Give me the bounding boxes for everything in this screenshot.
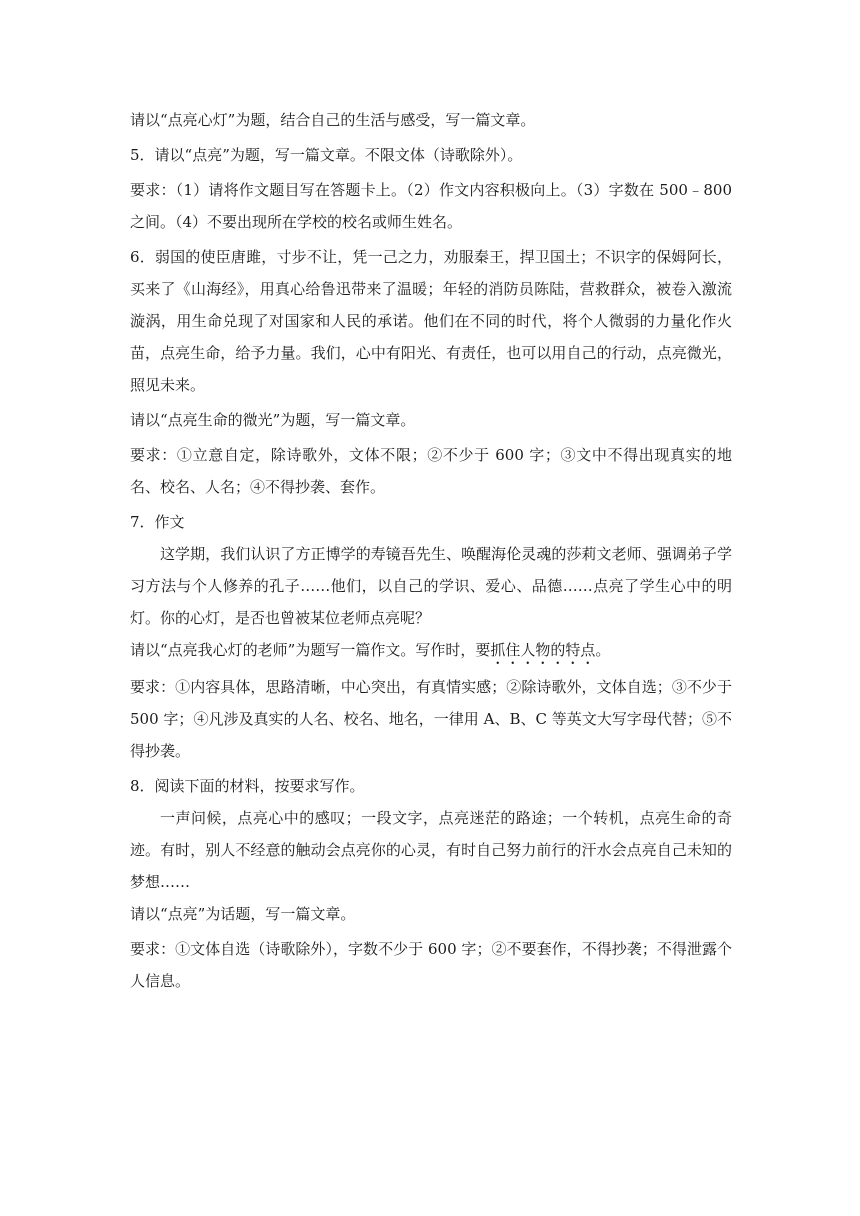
question-7-material: 这学期，我们认识了方正博学的寿镜吾先生、唤醒海伦灵魂的莎莉文老师、强调弟子学习方法与个人修养的孔子……他们，以自己的学识、爱心、品德……点亮了学生心中的明灯。你的心灯，是否也曾被某位老师点亮呢？ xyxy=(130,545,732,627)
question-6-material: 6．弱国的使臣唐雎，寸步不让，凭一己之力，劝服秦王，捍卫国土；不识字的保姆阿长，买来了《山海经》，用真心给鲁迅带来了温暖；年轻的消防员陈陆，营救群众，被卷入激流漩涡，用生命兑现了对国家和人民的承诺。他们在不同的时代，将个人微弱的力量化作火苗，点亮生命，给予力量。我们，心中有阳光、有责任，也可以用自己的行动，点亮微光，照见未来。 xyxy=(130,248,732,394)
question-7-instruction-pre: 请以“点亮我心灯的老师”为题写一篇作文。写作时，要 xyxy=(130,641,491,659)
document-page xyxy=(130,104,732,997)
question-5-requirements: 要求：（1）请将作文题目写在答题卡上。（2）作文内容积极向上。（3）字数在 500﹣800 之间。（4）不要出现所在学校的校名或师生姓名。 xyxy=(130,181,732,231)
question-7-heading: 7．作文 xyxy=(130,513,185,531)
question-7-requirements: 要求：①内容具体，思路清晰，中心突出，有真情实感；②除诗歌外，文体自选；③不少于 500 字；④凡涉及真实的人名、校名、地名，一律用 A、B、C 等英文大写字母代替；⑤不得抄袭。 xyxy=(130,678,732,760)
essay-prompt-4-instruction: 请以“点亮心灯”为题，结合自己的生活与感受，写一篇文章。 xyxy=(130,111,536,129)
question-7-emphasis: 抓住人物的特点 xyxy=(490,641,596,659)
question-5: 5．请以“点亮”为题，写一篇文章。不限文体（诗歌除外）。 xyxy=(130,146,523,164)
question-8-heading: 8．阅读下面的材料，按要求写作。 xyxy=(130,777,365,795)
question-6-requirements: 要求：①立意自定，除诗歌外，文体不限；②不少于 600 字；③文中不得出现真实的地名、校名、人名；④不得抄袭、套作。 xyxy=(130,446,732,496)
question-7-instruction-post: 。 xyxy=(595,641,611,659)
question-6-instruction: 请以“点亮生命的微光”为题，写一篇文章。 xyxy=(130,411,416,429)
question-8-instruction: 请以“点亮”为话题，写一篇文章。 xyxy=(130,905,356,923)
question-8-material: 一声问候，点亮心中的感叹；一段文字，点亮迷茫的路途；一个转机，点亮生命的奇迹。有时，别人不经意的触动会点亮你的心灵，有时自己努力前行的汗水会点亮自己未知的梦想…… xyxy=(130,809,732,891)
question-8-requirements: 要求：①文体自选（诗歌除外），字数不少于 600 字；②不要套作，不得抄袭；不得泄露个人信息。 xyxy=(130,940,732,990)
question-7-instruction xyxy=(130,634,732,668)
